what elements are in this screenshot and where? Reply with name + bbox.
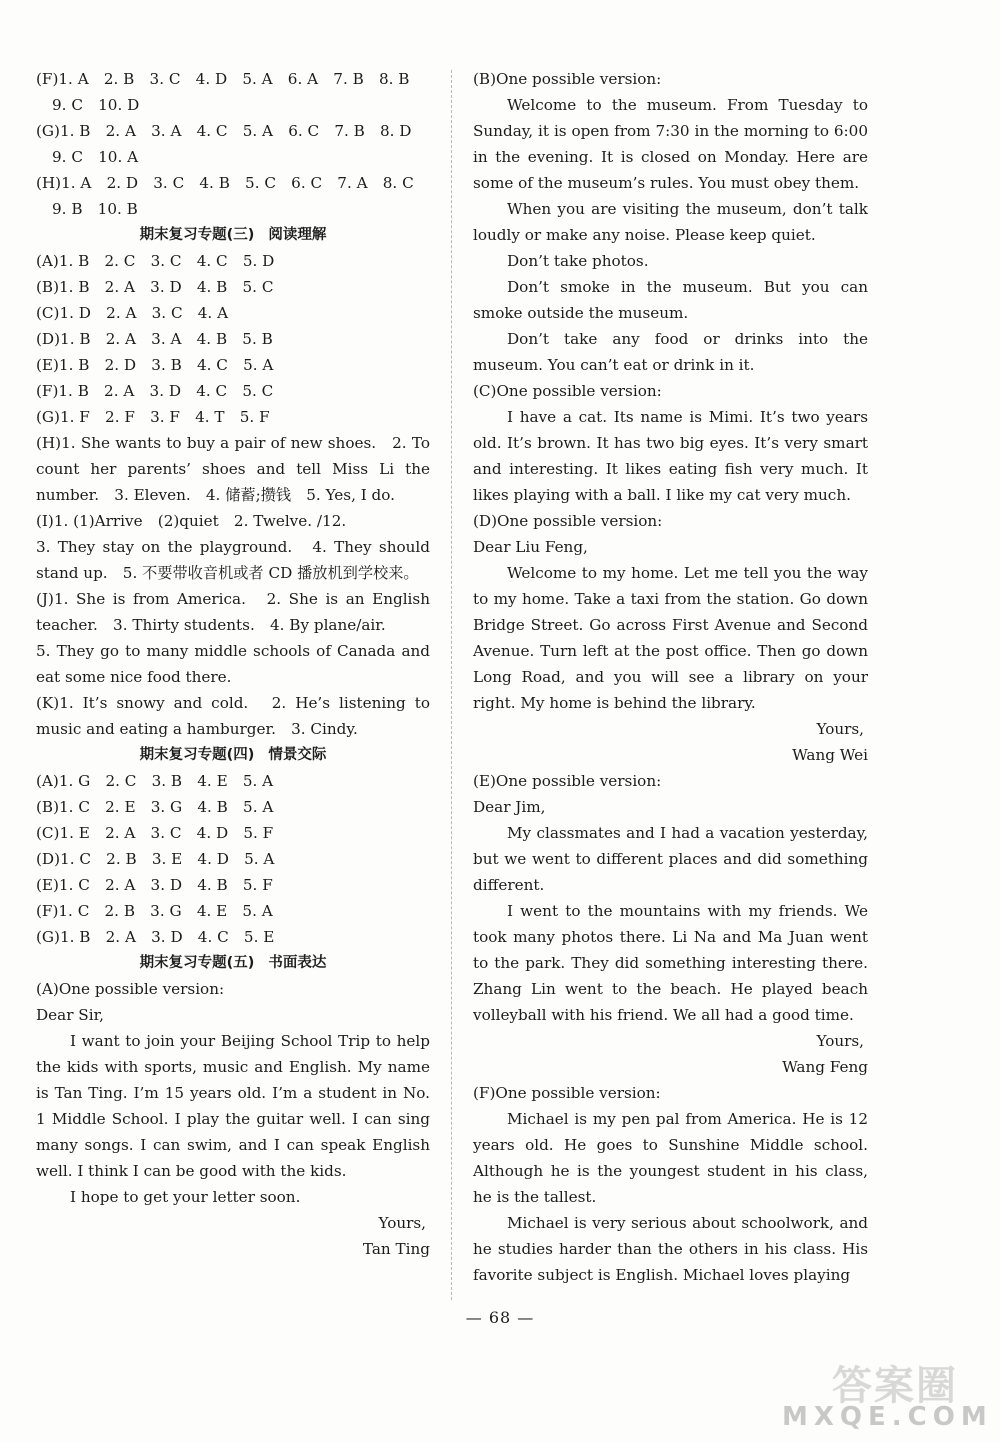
answer-line: (E)1. C 2. A 3. D 4. B 5. F — [36, 876, 273, 894]
essay-paragraph: I want to join your Beijing School Trip to help the kids with sports, music and English. My name is Tan Ting. I’m 15 years old. I’m a student in No. 1 Middle School. I play the guitar well. I can sing many songs. I can swim, and I can speak English well. I think I can be good with the kids. — [36, 1032, 430, 1180]
page-number: — 68 — — [465, 1308, 535, 1327]
answer-line: (C)1. E 2. A 3. C 4. D 5. F — [36, 824, 274, 842]
letter-greeting: Dear Jim, — [473, 798, 546, 816]
answer-line: 9. B 10. B — [52, 200, 138, 218]
answer-line: 9. C 10. A — [52, 148, 139, 166]
answer-line: 9. C 10. D — [52, 96, 140, 114]
letter-closing: Yours, — [816, 720, 864, 738]
letter-closing: Yours, — [816, 1032, 864, 1050]
letter-signature: Wang Wei — [792, 746, 868, 764]
section-heading-5: 期末复习专题(五) 书面表达 — [139, 955, 327, 971]
answer-line: (F)1. A 2. B 3. C 4. D 5. A 6. A 7. B 8. B — [36, 70, 410, 88]
letter-signature: Tan Ting — [362, 1240, 430, 1258]
answer-line: (A)1. G 2. C 3. B 4. E 5. A — [36, 772, 274, 790]
answer-line: (B)1. C 2. E 3. G 4. B 5. A — [36, 798, 274, 816]
answer-line: (B)1. B 2. A 3. D 4. B 5. C — [36, 278, 274, 296]
essay-paragraph: Michael is my pen pal from America. He is 12 years old. He goes to Sunshine Middle school. Although he is the youngest student in his class, he is the tallest. — [473, 1110, 868, 1206]
watermark-site: MXQE.COM — [782, 1402, 993, 1432]
essay-paragraph: Welcome to the museum. From Tuesday to Sunday, it is open from 7:30 in the morning to 6:00 in the evening. It is closed on Monday. Here are some of the museum’s rules. You must obey them. — [473, 96, 868, 192]
letter-greeting: Dear Liu Feng, — [473, 538, 588, 556]
answer-line: (K)1. It’s snowy and cold. 2. He’s listening to music and eating a hamburger. 3. Cindy. — [36, 694, 430, 738]
answer-line: (F)1. B 2. A 3. D 4. C 5. C — [36, 382, 274, 400]
letter-greeting: Dear Sir, — [36, 1006, 104, 1024]
essay-label: (E)One possible version: — [473, 772, 662, 790]
answer-line: (E)1. B 2. D 3. B 4. C 5. A — [36, 356, 274, 374]
left-column — [36, 66, 430, 1262]
column-divider — [451, 70, 452, 1300]
answer-line: (C)1. D 2. A 3. C 4. A — [36, 304, 229, 322]
answer-line: 3. They stay on the playground. 4. They should stand up. 5. 不要带收音机或者 CD 播放机到学校来。 — [36, 538, 430, 582]
essay-label: (F)One possible version: — [473, 1084, 661, 1102]
essay-label: (D)One possible version: — [473, 512, 663, 530]
essay-paragraph: I have a cat. Its name is Mimi. It’s two years old. It’s brown. It has two big eyes. It’s very smart and interesting. It likes eating fish very much. It likes playing with a ball. I like my cat very much. — [473, 408, 868, 504]
right-column — [473, 66, 868, 1288]
watermark-logo — [762, 1352, 994, 1436]
essay-paragraph: When you are visiting the museum, don’t talk loudly or make any noise. Please keep quiet. — [473, 200, 868, 244]
letter-signature: Wang Feng — [782, 1058, 868, 1076]
answer-line: (D)1. B 2. A 3. A 4. B 5. B — [36, 330, 273, 348]
essay-paragraph: Welcome to my home. Let me tell you the way to my home. Take a taxi from the station. Go down Bridge Street. Go across First Avenue and Second Avenue. Turn left at the post office. Then go down Long Road, and you will see a library on your right. My home is behind the library. — [473, 564, 868, 712]
answer-line: (J)1. She is from America. 2. She is an English teacher. 3. Thirty students. 4. By plane/air. — [36, 590, 430, 634]
essay-paragraph: Don’t take any food or drinks into the museum. You can’t eat or drink in it. — [473, 330, 868, 374]
essay-label: (B)One possible version: — [473, 70, 662, 88]
section-heading-3: 期末复习专题(三) 阅读理解 — [139, 227, 327, 243]
essay-paragraph: I went to the mountains with my friends. We took many photos there. Li Na and Ma Juan went to the park. They did something interesting there. Zhang Lin went to the beach. He played beach volleyball with his friend. We all had a good time. — [473, 902, 868, 1024]
essay-paragraph: Don’t smoke in the museum. But you can smoke outside the museum. — [473, 278, 868, 322]
section-heading-4: 期末复习专题(四) 情景交际 — [139, 747, 327, 763]
essay-label: (A)One possible version: — [36, 980, 225, 998]
answer-line: 5. They go to many middle schools of Canada and eat some nice food there. — [36, 642, 430, 686]
answer-line: (G)1. B 2. A 3. A 4. C 5. A 6. C 7. B 8. D — [36, 122, 412, 140]
answer-line: (H)1. A 2. D 3. C 4. B 5. C 6. C 7. A 8. C — [36, 174, 414, 192]
answer-line: (I)1. (1)Arrive (2)quiet 2. Twelve. /12. — [36, 512, 347, 530]
watermark-title: 答案圈 — [832, 1363, 958, 1409]
essay-paragraph: My classmates and I had a vacation yesterday, but we went to different places and did something different. — [473, 824, 868, 894]
answer-line: (D)1. C 2. B 3. E 4. D 5. A — [36, 850, 275, 868]
essay-paragraph: Don’t take photos. — [507, 252, 649, 270]
essay-paragraph: Michael is very serious about schoolwork, and he studies harder than the others in his class. His favorite subject is English. Michael loves playing — [473, 1214, 868, 1284]
answer-line: (H)1. She wants to buy a pair of new shoes. 2. To count her parents’ shoes and tell Miss Li the number. 3. Eleven. 4. 储蓄;攒钱 5. Yes, I do. — [36, 434, 430, 504]
letter-closing: Yours, — [378, 1214, 426, 1232]
answer-line: (A)1. B 2. C 3. C 4. C 5. D — [36, 252, 275, 270]
answer-line: (F)1. C 2. B 3. G 4. E 5. A — [36, 902, 273, 920]
answer-line: (G)1. B 2. A 3. D 4. C 5. E — [36, 928, 275, 946]
essay-paragraph: I hope to get your letter soon. — [70, 1188, 301, 1206]
essay-label: (C)One possible version: — [473, 382, 662, 400]
answer-line: (G)1. F 2. F 3. F 4. T 5. F — [36, 408, 270, 426]
